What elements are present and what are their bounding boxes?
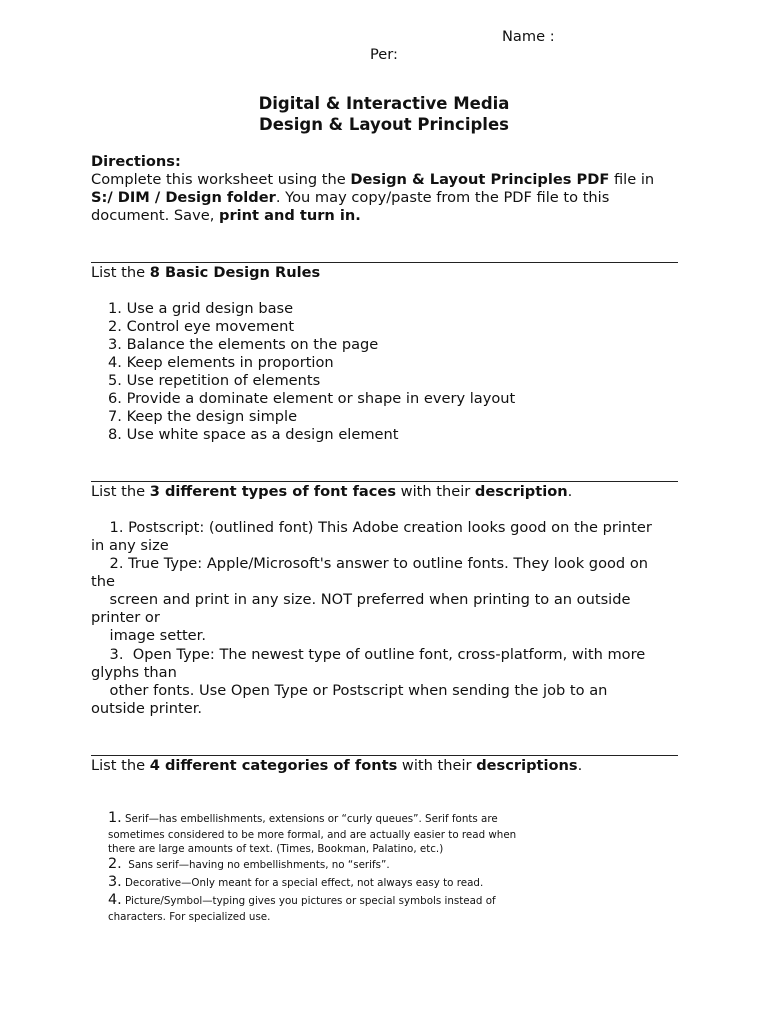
section1-prompt: List the 8 Basic Design Rules [91, 264, 321, 281]
list-item: 5. Use repetition of elements [108, 372, 321, 389]
name-label: Name : [502, 28, 555, 45]
list-item: 6. Provide a dominate element or shape in every layout [108, 390, 516, 407]
font-face-line: outside printer. [91, 700, 203, 717]
font-face-line: printer or [91, 609, 160, 626]
font-face-line: 3. Open Type: The newest type of outline font, cross-platform, with more [91, 646, 646, 663]
section-divider [91, 262, 678, 263]
list-item: 1. Use a grid design base [108, 300, 294, 317]
font-face-line: screen and print in any size. NOT preferred when printing to an outside [91, 591, 631, 608]
list-item: 7. Keep the design simple [108, 408, 298, 425]
list-item: 3. Balance the elements on the page [108, 336, 379, 353]
section-divider [91, 481, 678, 482]
font-category-item: 2. Sans serif—having no embellishments, no “serifs”. [108, 856, 390, 872]
font-face-line: image setter. [91, 627, 206, 644]
section3-prompt: List the 4 different categories of fonts with their descriptions. [91, 757, 583, 774]
list-item: 2. Control eye movement [108, 318, 295, 335]
section-divider [91, 755, 678, 756]
font-category-item: 4. Picture/Symbol—typing gives you pictures or special symbols instead of [108, 892, 496, 908]
font-face-line: other fonts. Use Open Type or Postscript when sending the job to an [91, 682, 608, 699]
page-subtitle: Design & Layout Principles [259, 115, 509, 134]
font-category-item: 3. Decorative—Only meant for a special effect, not always easy to read. [108, 874, 484, 890]
directions-line-3: document. Save, print and turn in. [91, 207, 361, 224]
font-face-line: glyphs than [91, 664, 177, 681]
directions-line-2: S:/ DIM / Design folder. You may copy/paste from the PDF file to this [91, 189, 610, 206]
font-category-item: 1. Serif—has embellishments, extensions or “curly queues”. Serif fonts are [108, 810, 498, 826]
per-label: Per: [370, 46, 398, 63]
page-title: Digital & Interactive Media [258, 94, 510, 113]
directions-line-1: Complete this worksheet using the Design & Layout Principles PDF file in [91, 171, 655, 188]
directions-label: Directions: [91, 153, 181, 170]
font-category-line: characters. For specialized use. [108, 911, 271, 923]
list-item: 8. Use white space as a design element [108, 426, 399, 443]
font-category-line: sometimes considered to be more formal, and are actually easier to read when [108, 829, 517, 841]
font-face-line: the [91, 573, 115, 590]
font-face-line: in any size [91, 537, 169, 554]
section2-prompt: List the 3 different types of font faces with their description. [91, 483, 573, 500]
font-category-line: there are large amounts of text. (Times, Bookman, Palatino, etc.) [108, 843, 444, 855]
font-face-line: 2. True Type: Apple/Microsoft's answer to outline fonts. They look good on [91, 555, 649, 572]
font-face-line: 1. Postscript: (outlined font) This Adobe creation looks good on the printer [91, 519, 652, 536]
list-item: 4. Keep elements in proportion [108, 354, 334, 371]
